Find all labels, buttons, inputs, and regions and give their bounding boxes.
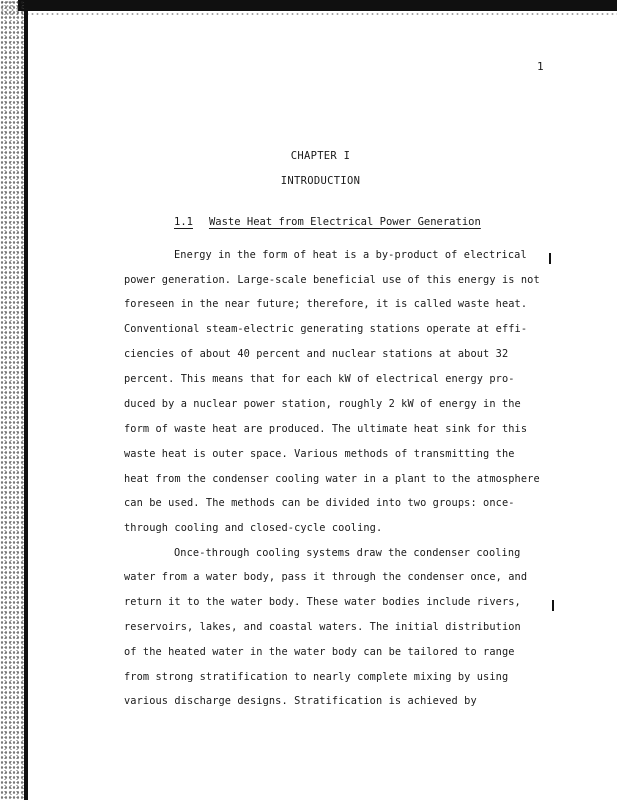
revision-bar	[549, 253, 551, 264]
paragraph-line: waste heat is outer space. Various methods of transmitting the	[124, 448, 515, 460]
chapter-title: INTRODUCTION	[280, 175, 361, 187]
section-number: 1.1	[174, 216, 193, 228]
paragraph-line: through cooling and closed-cycle cooling.	[124, 522, 383, 534]
paragraph-line: Once-through cooling systems draw the condenser cooling	[174, 547, 521, 559]
revision-bar	[552, 600, 554, 611]
paragraph-line: duced by a nuclear power station, roughly 2 kW of energy in the	[124, 398, 521, 410]
paragraph-line: water from a water body, pass it through the condenser once, and	[124, 571, 528, 583]
paragraph-line: percent. This means that for each kW of electrical energy pro-	[124, 373, 515, 385]
paragraph-line: of the heated water in the water body can be tailored to range	[124, 646, 515, 658]
paragraph-line: Conventional steam-electric generating stations operate at effi-	[124, 323, 528, 335]
paragraph-line: ciencies of about 40 percent and nuclear stations at about 32	[124, 348, 509, 360]
paragraph-line: can be used. The methods can be divided into two groups: once-	[124, 497, 515, 509]
paragraph-line: heat from the condenser cooling water in a plant to the atmosphere	[124, 473, 540, 485]
paragraph-line: power generation. Large-scale beneficial use of this energy is not	[124, 274, 540, 286]
paragraph-line: Energy in the form of heat is a by-product of electrical	[174, 249, 527, 261]
chapter-label: CHAPTER I	[290, 150, 351, 162]
paragraph-line: return it to the water body. These water bodies include rivers,	[124, 596, 521, 608]
section-title: Waste Heat from Electrical Power Generation	[208, 216, 481, 228]
scan-noise-left	[0, 0, 24, 800]
section-heading	[174, 216, 481, 228]
paragraph-line: from strong stratification to nearly complete mixing by using	[124, 671, 509, 683]
scan-edge-left	[24, 8, 28, 800]
paragraph-line: various discharge designs. Stratification is achieved by	[124, 695, 477, 707]
scan-edge-top	[18, 0, 617, 11]
paragraph-line: reservoirs, lakes, and coastal waters. The initial distribution	[124, 621, 521, 633]
paragraph-line: form of waste heat are produced. The ultimate heat sink for this	[124, 423, 528, 435]
paragraph-line: foreseen in the near future; therefore, it is called waste heat.	[124, 298, 528, 310]
page-number: 1	[537, 60, 544, 73]
